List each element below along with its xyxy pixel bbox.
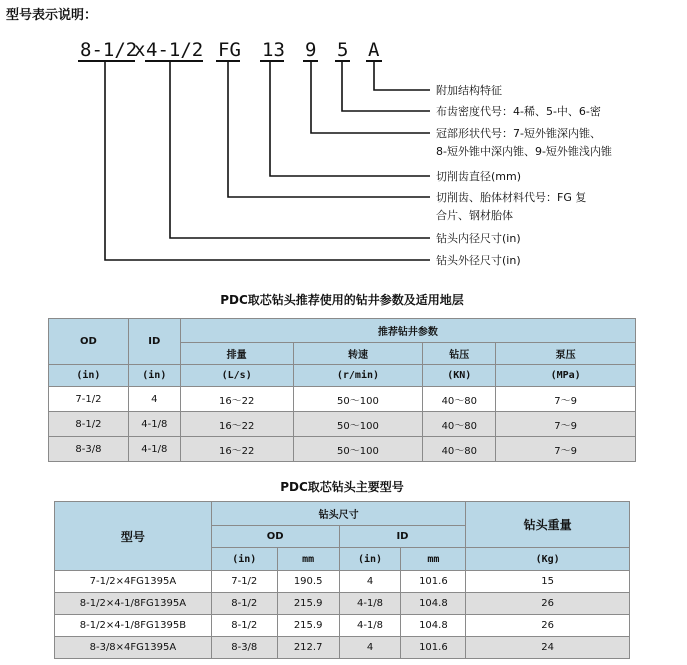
table-cell: 4-1/8 <box>128 437 180 462</box>
table2-unit: (in) <box>211 548 277 571</box>
table-row <box>55 615 630 637</box>
table-cell: 4 <box>339 637 401 659</box>
table1-unit: (r/min) <box>293 365 423 387</box>
code-segment-material: FG <box>218 39 241 61</box>
desc-outer-diameter: 钻头外径尺寸(in) <box>436 254 521 267</box>
table-cell: 4 <box>128 387 180 412</box>
table-row <box>55 637 630 659</box>
table1-header-row <box>49 319 636 343</box>
table-cell: 4 <box>339 571 401 593</box>
table-cell: 40～80 <box>423 437 496 462</box>
page-heading: 型号表示说明： <box>6 8 98 23</box>
table-cell: 16～22 <box>180 437 293 462</box>
table-cell: 8-1/2×4-1/8FG1395A <box>55 593 212 615</box>
table2-header-od: OD <box>211 526 339 548</box>
table-cell: 8-3/8 <box>49 437 129 462</box>
table2-header-weight: 钻头重量 <box>466 502 630 548</box>
desc-density: 布齿密度代号：4-稀、5-中、6-密 <box>436 105 601 118</box>
desc-material-line2: 合片、钢材胎体 <box>436 209 513 222</box>
table-cell: 50～100 <box>293 437 423 462</box>
table-cell: 8-1/2 <box>211 615 277 637</box>
code-segment-outer-diameter: 8-1/2 <box>80 39 138 61</box>
table-cell: 16～22 <box>180 387 293 412</box>
table2-unit: mm <box>277 548 339 571</box>
desc-material-line1: 切削齿、胎体材料代号：FG 复 <box>436 191 587 204</box>
table-cell: 8-1/2 <box>49 412 129 437</box>
table-row <box>55 571 630 593</box>
table-cell: 8-1/2 <box>211 593 277 615</box>
desc-crown-shape-line2: 8-短外锥中深内锥、9-短外锥浅内锥 <box>436 145 612 158</box>
table-cell: 212.7 <box>277 637 339 659</box>
table1-unit: (KN) <box>423 365 496 387</box>
code-segment-feature: A <box>368 39 380 61</box>
code-segment-density: 5 <box>337 39 349 61</box>
table-cell: 40～80 <box>423 412 496 437</box>
table-cell: 101.6 <box>401 571 466 593</box>
table-cell: 215.9 <box>277 593 339 615</box>
table-cell: 7～9 <box>496 412 636 437</box>
table1-unit: (L/s) <box>180 365 293 387</box>
table2-header-row <box>55 502 630 526</box>
table-cell: 4-1/8 <box>339 593 401 615</box>
table1-unit: (in) <box>128 365 180 387</box>
table-cell: 104.8 <box>401 593 466 615</box>
table-cell: 8-1/2×4-1/8FG1395B <box>55 615 212 637</box>
code-segment-inner-diameter: 4-1/2 <box>146 39 204 61</box>
model-code-diagram <box>0 0 687 280</box>
table-cell: 50～100 <box>293 387 423 412</box>
desc-feature: 附加结构特征 <box>436 84 502 97</box>
leader-lines <box>105 62 430 260</box>
drilling-params-table <box>48 318 636 462</box>
table2-header-model: 型号 <box>55 502 212 571</box>
table-cell: 26 <box>466 593 630 615</box>
table-cell: 101.6 <box>401 637 466 659</box>
table-cell: 26 <box>466 615 630 637</box>
table1-header-id: ID <box>128 319 180 365</box>
table1-unit: (in) <box>49 365 129 387</box>
table2-header-size: 钻头尺寸 <box>211 502 466 526</box>
table-cell: 7～9 <box>496 387 636 412</box>
table2-unit: mm <box>401 548 466 571</box>
table1-header-pressure: 泵压 <box>496 343 636 365</box>
table1-header-flow: 排量 <box>180 343 293 365</box>
models-table <box>54 501 630 659</box>
table-cell: 40～80 <box>423 387 496 412</box>
table-row <box>49 437 636 462</box>
table1-header-od: OD <box>49 319 129 365</box>
table-cell: 7～9 <box>496 437 636 462</box>
table2-header-id: ID <box>339 526 466 548</box>
table1-header-params-group: 推荐钻井参数 <box>180 319 635 343</box>
table-row <box>55 593 630 615</box>
table1-unit: (MPa) <box>496 365 636 387</box>
table-row <box>49 412 636 437</box>
code-segment-cutter-diameter: 13 <box>262 39 285 61</box>
table1-header-wob: 钻压 <box>423 343 496 365</box>
table1-caption: PDC取芯钻头推荐使用的钻井参数及适用地层 <box>220 293 464 307</box>
table-cell: 4-1/8 <box>128 412 180 437</box>
table-cell: 8-3/8 <box>211 637 277 659</box>
desc-inner-diameter: 钻头内径尺寸(in) <box>436 232 521 245</box>
table-cell: 104.8 <box>401 615 466 637</box>
table1-units-row <box>49 365 636 387</box>
table2-caption: PDC取芯钻头主要型号 <box>280 480 404 494</box>
table1-header-speed: 转速 <box>293 343 423 365</box>
table-cell: 50～100 <box>293 412 423 437</box>
code-segment-separator: x <box>134 39 146 61</box>
desc-cutter-diameter: 切削齿直径(mm) <box>436 170 522 183</box>
table-cell: 7-1/2 <box>49 387 129 412</box>
table-cell: 215.9 <box>277 615 339 637</box>
table2-unit: (Kg) <box>466 548 630 571</box>
desc-crown-shape-line1: 冠部形状代号：7-短外锥深内锥、 <box>436 127 601 140</box>
table-cell: 16～22 <box>180 412 293 437</box>
table-cell: 15 <box>466 571 630 593</box>
table-cell: 4-1/8 <box>339 615 401 637</box>
code-segment-crown-shape: 9 <box>305 39 317 61</box>
table-cell: 190.5 <box>277 571 339 593</box>
table-cell: 7-1/2 <box>211 571 277 593</box>
table-cell: 24 <box>466 637 630 659</box>
table2-unit: (in) <box>339 548 401 571</box>
table-row <box>49 387 636 412</box>
table-cell: 7-1/2×4FG1395A <box>55 571 212 593</box>
table-cell: 8-3/8×4FG1395A <box>55 637 212 659</box>
